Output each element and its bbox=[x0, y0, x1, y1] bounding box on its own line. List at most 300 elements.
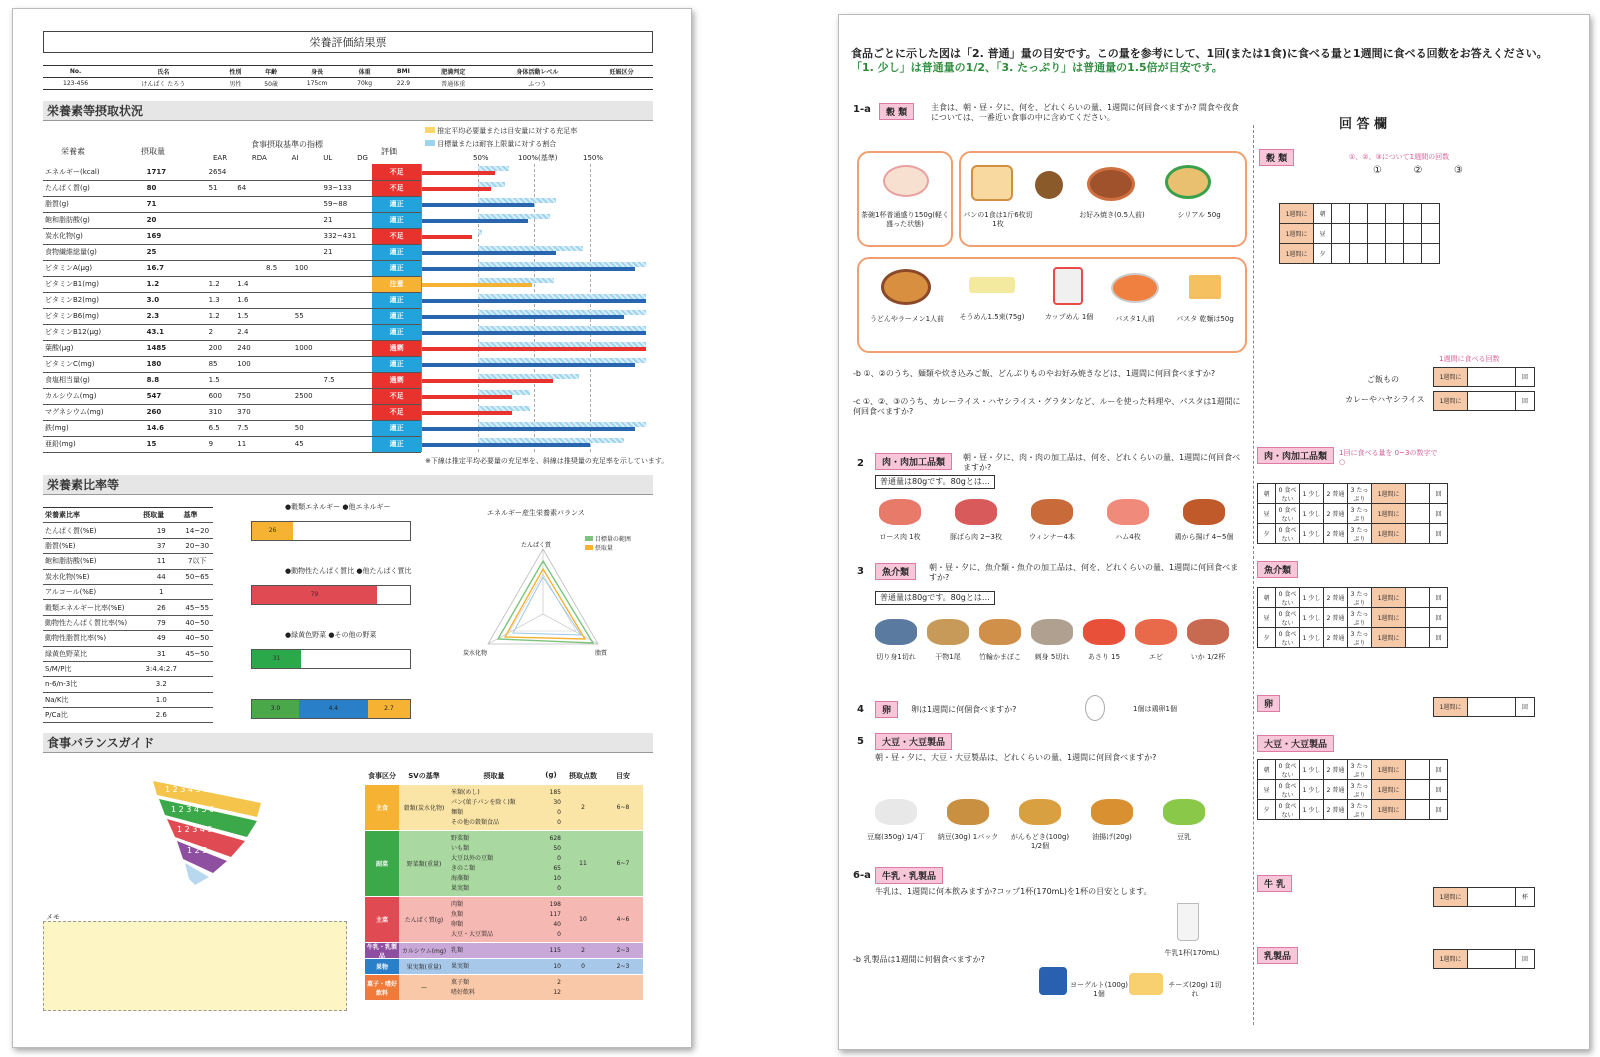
nutrient-ai: 8.5 bbox=[264, 260, 293, 276]
nutrient-ai bbox=[264, 276, 293, 292]
patient-header-9: 妊娠区分 bbox=[590, 66, 653, 78]
col-header-eval: 評価 bbox=[381, 147, 397, 156]
sufficiency-bar bbox=[422, 283, 532, 287]
nutrient-ai bbox=[264, 292, 293, 308]
nutrient-row bbox=[43, 276, 421, 292]
choice-cell[interactable]: 0 食べない bbox=[1276, 504, 1300, 524]
grain-cell[interactable] bbox=[1332, 224, 1350, 244]
week-count-cell[interactable] bbox=[1406, 780, 1430, 800]
nutrient-ul bbox=[293, 228, 322, 244]
food-picture-icon bbox=[1183, 499, 1225, 525]
grain-row bbox=[1280, 244, 1440, 264]
food-caption: 豆乳 bbox=[1177, 833, 1191, 841]
criteria-col-ear: EAR bbox=[213, 154, 228, 162]
choice-cell[interactable]: 3 たっぷり bbox=[1348, 628, 1372, 648]
food-caption: 豆腐(350g) 1/4丁 bbox=[867, 833, 925, 841]
guide-item-grams: 0 bbox=[557, 819, 561, 826]
ans-label-dairy: 乳製品 bbox=[1257, 947, 1298, 964]
choice-cell[interactable]: 1 少し bbox=[1300, 800, 1324, 820]
ratio-header-2: 基準 bbox=[181, 508, 213, 523]
guide-item bbox=[451, 834, 561, 844]
guide-table bbox=[365, 785, 643, 1001]
guide-category: 主菜 bbox=[365, 897, 399, 942]
answer-title: 回 答 欄 bbox=[1339, 117, 1388, 132]
grain-cell[interactable] bbox=[1368, 224, 1386, 244]
choice-cell[interactable]: 3 たっぷり bbox=[1348, 524, 1372, 544]
ratio-row bbox=[43, 600, 213, 615]
guide-points: 0 bbox=[563, 959, 603, 974]
legend-sufficiency bbox=[425, 127, 675, 149]
radar-title: エネルギー産生栄養素バランス bbox=[487, 509, 585, 517]
nutrient-rda: 100 bbox=[235, 356, 264, 372]
q2-standard: 普通量は80gです。80gとは… bbox=[875, 475, 995, 489]
guide-item bbox=[451, 854, 561, 864]
nutrient-eval: 過剰 bbox=[372, 340, 421, 356]
guide-item-grams: 10 bbox=[553, 875, 561, 882]
choice-cell[interactable]: 3 たっぷり bbox=[1348, 760, 1372, 780]
guide-item bbox=[451, 910, 561, 920]
q1-caption-cupnoodle: カップめん 1個 bbox=[1044, 313, 1094, 321]
report-title: 栄養評価結果票 bbox=[43, 31, 653, 53]
nutrient-ul: 45 bbox=[293, 436, 322, 452]
smp-segment: 2.7 bbox=[368, 700, 410, 718]
nutrient-rda: 750 bbox=[235, 388, 264, 404]
choice-cell[interactable]: 1 少し bbox=[1300, 628, 1324, 648]
nutrient-ear: 310 bbox=[207, 404, 236, 420]
meal-label: 夕 bbox=[1314, 244, 1332, 264]
choice-cell[interactable]: 1 少し bbox=[1300, 504, 1324, 524]
nutrient-ear: 1.2 bbox=[207, 276, 236, 292]
guide-sv: 野菜類(重量) bbox=[399, 831, 449, 896]
sufficiency-hatch bbox=[478, 294, 646, 299]
ratio-header-1: 摂取量 bbox=[141, 508, 181, 523]
ratio-row bbox=[43, 708, 213, 723]
nutrient-intake: 16.7 bbox=[145, 260, 207, 276]
ratio-standard bbox=[181, 661, 213, 676]
patient-header-3: 年齢 bbox=[252, 66, 290, 78]
ratio-standard: 45~55 bbox=[181, 600, 213, 615]
nutrient-row bbox=[43, 212, 421, 228]
week-label: 1週間に bbox=[1372, 484, 1406, 504]
grain-cell[interactable] bbox=[1368, 204, 1386, 224]
choice-cell[interactable]: 0 食べない bbox=[1276, 760, 1300, 780]
week-count-cell[interactable] bbox=[1406, 504, 1430, 524]
week-unit: 杯 bbox=[1521, 894, 1528, 901]
week-label: 1週間に bbox=[1372, 800, 1406, 820]
sufficiency-hatch bbox=[478, 326, 646, 331]
radar-label-carb: 炭水化物 bbox=[463, 650, 488, 657]
nutrient-eval: 適正 bbox=[372, 212, 421, 228]
sufficiency-hatch bbox=[478, 230, 482, 235]
ratio-name: n-6/n-3比 bbox=[43, 677, 141, 692]
guide-aim: 6~7 bbox=[603, 831, 643, 896]
nutrient-table bbox=[43, 164, 421, 453]
week-unit: 回 bbox=[1521, 374, 1528, 381]
radar-legend bbox=[585, 535, 631, 553]
week-label: 1週間に bbox=[1372, 504, 1406, 524]
ratio-row bbox=[43, 554, 213, 569]
choice-cell[interactable]: 1 少し bbox=[1300, 760, 1324, 780]
mini-bar-fill: 26 bbox=[252, 522, 293, 540]
guide-aim: 2~3 bbox=[603, 943, 643, 958]
bar-gridline bbox=[590, 164, 591, 452]
guide-category: 主食 bbox=[365, 785, 399, 830]
guide-item bbox=[451, 864, 561, 874]
nutrient-ul bbox=[293, 324, 322, 340]
ratio-value: 3:4.4:2.7 bbox=[141, 661, 181, 676]
food-picture-icon bbox=[1107, 499, 1149, 525]
food-picture-icon bbox=[1163, 799, 1205, 825]
week-label: 1週間に bbox=[1434, 950, 1468, 968]
choice-cell[interactable]: 3 たっぷり bbox=[1348, 608, 1372, 628]
grain-cell[interactable] bbox=[1332, 204, 1350, 224]
grain-cell[interactable] bbox=[1386, 224, 1404, 244]
col-header-criteria: 食事摂取基準の指標 bbox=[251, 140, 323, 149]
week-count-cell[interactable] bbox=[1406, 800, 1430, 820]
guide-item-grams: 0 bbox=[557, 885, 561, 892]
week-count-cell[interactable] bbox=[1468, 368, 1516, 386]
sufficiency-hatch bbox=[478, 342, 646, 347]
smp-bar bbox=[251, 699, 411, 719]
choice-cell[interactable]: 3 たっぷり bbox=[1348, 484, 1372, 504]
q6-caption: 牛乳1杯(170mL) bbox=[1164, 949, 1220, 957]
choice-cell[interactable]: 1 少し bbox=[1300, 780, 1324, 800]
svg-text:1 2 3 4 5 6 7: 1 2 3 4 5 6 7 bbox=[165, 785, 216, 794]
guide-items bbox=[449, 959, 563, 974]
choice-cell[interactable]: 1 少し bbox=[1300, 588, 1324, 608]
grain-cell[interactable] bbox=[1404, 244, 1422, 264]
patient-value-5: 70kg bbox=[344, 78, 385, 90]
ratio-value: 49 bbox=[141, 631, 181, 646]
svg-text:1 2 3 4 5: 1 2 3 4 5 bbox=[177, 825, 213, 834]
sufficiency-bar bbox=[422, 347, 646, 351]
food-picture-icon bbox=[955, 499, 997, 525]
week-count-cell[interactable] bbox=[1468, 392, 1516, 410]
week-count-cell[interactable] bbox=[1406, 628, 1430, 648]
nutrient-eval: 注意 bbox=[372, 276, 421, 292]
food-caption: エビ bbox=[1149, 653, 1163, 661]
guide-header-3: (g) bbox=[545, 771, 557, 779]
ratio-value: 19 bbox=[141, 523, 181, 538]
patient-value-1: けんぱく たろう bbox=[108, 78, 218, 90]
food-caption: 油揚げ(20g) bbox=[1092, 833, 1132, 841]
cup-noodle-icon bbox=[1053, 267, 1083, 305]
grain-cell[interactable] bbox=[1386, 244, 1404, 264]
grain-cell[interactable] bbox=[1404, 204, 1422, 224]
choice-cell[interactable]: 1 少し bbox=[1300, 484, 1324, 504]
axis-150: 150% bbox=[583, 154, 604, 162]
week-count-cell[interactable] bbox=[1406, 608, 1430, 628]
nutrient-dg bbox=[322, 356, 373, 372]
q2-text: 朝・昼・夕に、肉・肉の加工品は、何を、どれくらいの量、1週間に何回食べますか? bbox=[963, 453, 1241, 472]
week-count-cell[interactable] bbox=[1406, 524, 1430, 544]
nutrient-ear: 2654 bbox=[207, 164, 236, 180]
guide-points: 10 bbox=[563, 897, 603, 942]
week-answer-box bbox=[1433, 949, 1535, 969]
choice-cell[interactable]: 2 普通 bbox=[1324, 608, 1348, 628]
nutrient-ear: 600 bbox=[207, 388, 236, 404]
guide-item-grams: 628 bbox=[549, 835, 561, 842]
guide-item-name: 海藻類 bbox=[451, 875, 470, 882]
mini-legend: ●穀類エネルギー ●他エネルギー bbox=[285, 503, 391, 511]
week-unit: 回 bbox=[1521, 704, 1528, 711]
meal-label: 夕 bbox=[1258, 800, 1276, 820]
nutrient-row bbox=[43, 372, 421, 388]
food-picture-icon bbox=[875, 619, 917, 645]
week-count-cell[interactable] bbox=[1406, 760, 1430, 780]
guide-items bbox=[449, 975, 563, 1000]
nutrient-rda bbox=[235, 212, 264, 228]
grain-cell[interactable] bbox=[1404, 224, 1422, 244]
nutrient-row bbox=[43, 308, 421, 324]
grain-col-label: ② bbox=[1413, 165, 1423, 176]
patient-header-4: 身長 bbox=[290, 66, 344, 78]
week-count-cell[interactable] bbox=[1468, 698, 1516, 716]
choice-cell[interactable]: 0 食べない bbox=[1276, 524, 1300, 544]
choice-cell[interactable]: 0 食べない bbox=[1276, 608, 1300, 628]
nutrient-eval: 適正 bbox=[372, 244, 421, 260]
nutrient-rda: 11 bbox=[235, 436, 264, 452]
guide-sv: 穀類(炭水化物) bbox=[399, 785, 449, 830]
meal-label: 昼 bbox=[1314, 224, 1332, 244]
week-count-cell[interactable] bbox=[1468, 888, 1516, 906]
q1b-text: -b ①、②のうち、麺類や炊き込みご飯、どんぶりものやお好み焼きなどは、1週間に何回食べますか? bbox=[853, 369, 1216, 378]
guide-item-grams: 0 bbox=[557, 855, 561, 862]
ans-label-soy: 大豆・大豆製品 bbox=[1257, 735, 1334, 752]
nutrient-ai bbox=[264, 212, 293, 228]
choice-cell[interactable]: 0 食べない bbox=[1276, 628, 1300, 648]
nutrient-intake: 43.1 bbox=[145, 324, 207, 340]
q3-label: 魚介類 bbox=[875, 563, 916, 580]
food-caption: 豚ばら肉 2~3枚 bbox=[950, 533, 1002, 541]
week-answer-box bbox=[1433, 887, 1535, 907]
nutrient-dg bbox=[322, 324, 373, 340]
ratio-name: 飽和脂肪酸(%E) bbox=[43, 554, 141, 569]
grain-cell[interactable] bbox=[1422, 224, 1440, 244]
q5-label: 大豆・大豆製品 bbox=[875, 733, 952, 750]
guide-item bbox=[451, 808, 561, 818]
sufficiency-hatch bbox=[478, 214, 550, 219]
nutrient-rda: 1.6 bbox=[235, 292, 264, 308]
choice-cell[interactable]: 0 食べない bbox=[1276, 484, 1300, 504]
memo-box[interactable] bbox=[43, 913, 347, 1011]
egg-icon bbox=[1085, 695, 1105, 721]
nutrient-ai bbox=[264, 340, 293, 356]
ratio-value: 79 bbox=[141, 615, 181, 630]
nutrient-name: 飽和脂肪酸(g) bbox=[43, 212, 145, 228]
nutrient-dg: 21 bbox=[322, 244, 373, 260]
mini-legend: ●緑黄色野菜 ●その他の野菜 bbox=[285, 631, 377, 639]
guide-row bbox=[365, 975, 643, 1001]
choice-cell[interactable]: 1 少し bbox=[1300, 524, 1324, 544]
grain-cell[interactable] bbox=[1422, 244, 1440, 264]
nutrient-ear: 85 bbox=[207, 356, 236, 372]
week-label: 1週間に bbox=[1280, 224, 1314, 244]
nutrient-ear: 6.5 bbox=[207, 420, 236, 436]
guide-item-name: 肉類 bbox=[451, 901, 464, 908]
q6-yogurt-caption: ヨーグルト(100g) 1個 bbox=[1069, 981, 1129, 998]
nutrient-row bbox=[43, 180, 421, 196]
meal-label: 朝 bbox=[1258, 588, 1276, 608]
grain-cell[interactable] bbox=[1368, 244, 1386, 264]
q1c-text: -c ①、②、③のうち、カレーライス・ハヤシライス・グラタンなど、ルーを使った料理や、パスタは1週間に何回食べますか? bbox=[853, 397, 1241, 416]
food-caption: 竹輪かまぼこ bbox=[979, 653, 1021, 661]
ratio-row bbox=[43, 677, 213, 692]
choice-cell[interactable]: 3 たっぷり bbox=[1348, 588, 1372, 608]
grain-col-label: ③ bbox=[1454, 165, 1463, 176]
legend-sufficiency-2: 目標量または耐容上限量に対する割合 bbox=[437, 140, 557, 148]
week-label: 1週間に bbox=[1372, 780, 1406, 800]
sufficiency-bar bbox=[422, 219, 528, 223]
nutrient-ear: 1.3 bbox=[207, 292, 236, 308]
grain-cell[interactable] bbox=[1386, 204, 1404, 224]
patient-table bbox=[43, 65, 653, 90]
guide-items bbox=[449, 785, 563, 830]
nutrient-ul bbox=[293, 196, 322, 212]
nutrient-dg: 93~133 bbox=[322, 180, 373, 196]
choice-cell[interactable]: 2 普通 bbox=[1324, 524, 1348, 544]
sufficiency-bar bbox=[422, 267, 635, 271]
choice-cell[interactable]: 1 少し bbox=[1300, 608, 1324, 628]
nutrient-eval: 不足 bbox=[372, 180, 421, 196]
guide-header-2: 摂取量 bbox=[483, 772, 505, 780]
ans-label-egg: 卵 bbox=[1257, 695, 1280, 712]
q3-text: 朝・昼・夕に、魚介類・魚介の加工品は、何を、どれくらいの量、1週間に何回食べますか? bbox=[929, 563, 1239, 582]
ratio-row bbox=[43, 646, 213, 661]
week-count-cell[interactable] bbox=[1406, 484, 1430, 504]
choice-cell[interactable]: 2 普通 bbox=[1324, 588, 1348, 608]
nutrient-intake: 1717 bbox=[145, 164, 207, 180]
nutrient-dg bbox=[322, 276, 373, 292]
choice-cell[interactable]: 2 普通 bbox=[1324, 628, 1348, 648]
nutrient-dg bbox=[322, 436, 373, 452]
grain-cell[interactable] bbox=[1350, 204, 1368, 224]
choice-cell[interactable]: 2 普通 bbox=[1324, 760, 1348, 780]
choice-cell[interactable]: 0 食べない bbox=[1276, 800, 1300, 820]
choice-cell[interactable]: 2 普通 bbox=[1324, 484, 1348, 504]
q2-label: 肉・肉加工品類 bbox=[875, 453, 952, 470]
choice-cell[interactable]: 0 食べない bbox=[1276, 780, 1300, 800]
week-count-cell[interactable] bbox=[1406, 588, 1430, 608]
mini-legend: ●動物性たんぱく質比 ●他たんぱく質比 bbox=[285, 567, 412, 575]
nutrition-report-page bbox=[12, 8, 692, 1048]
choice-cell[interactable]: 3 たっぷり bbox=[1348, 780, 1372, 800]
ans-label-milk: 牛 乳 bbox=[1257, 875, 1292, 892]
week-label: 1週間に bbox=[1434, 698, 1468, 716]
q6-num: 6-a bbox=[853, 870, 871, 881]
meat-answer-table bbox=[1257, 483, 1448, 544]
guide-item-name: 大豆・大豆製品 bbox=[451, 931, 494, 938]
food-caption: あさり 15 bbox=[1087, 653, 1121, 661]
q4-caption: 1個は鶏卵1個 bbox=[1133, 705, 1177, 713]
nutrient-ul bbox=[293, 276, 322, 292]
nutrient-rda: 2.4 bbox=[235, 324, 264, 340]
choice-cell[interactable]: 3 たっぷり bbox=[1348, 800, 1372, 820]
q1-caption-bread: パンの1食は1斤6枚切1枚 bbox=[963, 211, 1033, 228]
ratio-name: P/Ca比 bbox=[43, 708, 141, 723]
food-caption: 干物1尾 bbox=[935, 653, 961, 661]
section-balance-guide: 食事バランスガイド bbox=[43, 733, 653, 753]
ratio-name: たんぱく質(%E) bbox=[43, 523, 141, 538]
guide-points: 11 bbox=[563, 831, 603, 896]
grain-cell[interactable] bbox=[1350, 224, 1368, 244]
choice-cell[interactable]: 0 食べない bbox=[1276, 588, 1300, 608]
grain-cell[interactable] bbox=[1422, 204, 1440, 224]
radar-label-fat: 脂質 bbox=[595, 650, 608, 657]
guide-item-grams: 2 bbox=[557, 979, 561, 986]
sufficiency-bar bbox=[422, 251, 556, 255]
nutrient-row bbox=[43, 356, 421, 372]
nutrient-intake: 3.0 bbox=[145, 292, 207, 308]
ratio-name: 緑黄色野菜比 bbox=[43, 646, 141, 661]
guide-points: 2 bbox=[563, 785, 603, 830]
guide-item bbox=[451, 920, 561, 930]
nutrient-rda bbox=[235, 164, 264, 180]
answer-row bbox=[1258, 524, 1448, 544]
ratio-standard: 45~50 bbox=[181, 646, 213, 661]
guide-item bbox=[451, 788, 561, 798]
q1-label: 穀 類 bbox=[879, 103, 914, 120]
nutrient-intake: 14.6 bbox=[145, 420, 207, 436]
week-count-cell[interactable] bbox=[1468, 950, 1516, 968]
nutrient-name: ビタミンB2(mg) bbox=[43, 292, 145, 308]
choice-cell[interactable]: 2 普通 bbox=[1324, 504, 1348, 524]
ans-grain-note: ①、②、③について1週間の回数 bbox=[1349, 153, 1450, 161]
nutrient-ul bbox=[293, 356, 322, 372]
week-unit: 回 bbox=[1521, 956, 1528, 963]
q4-label: 卵 bbox=[875, 701, 898, 718]
ans-meat-note: 1回に食べる量を 0~3の数字で○ bbox=[1339, 449, 1438, 466]
guide-items bbox=[449, 897, 563, 942]
answer-row bbox=[1258, 628, 1448, 648]
guide-item-grams: 117 bbox=[549, 911, 561, 918]
choice-cell[interactable]: 3 たっぷり bbox=[1348, 504, 1372, 524]
week-label: 1週間に bbox=[1372, 608, 1406, 628]
choice-cell[interactable]: 2 普通 bbox=[1324, 780, 1348, 800]
food-caption: 鶏から揚げ 4~5個 bbox=[1174, 533, 1234, 541]
nutrient-row bbox=[43, 260, 421, 276]
svg-text:1 2 3: 1 2 3 bbox=[187, 846, 208, 855]
ratio-name: アルコール(%E) bbox=[43, 584, 141, 599]
grain-cell[interactable] bbox=[1332, 244, 1350, 264]
nutrient-eval: 不足 bbox=[372, 228, 421, 244]
nutrient-ai bbox=[264, 388, 293, 404]
nutrient-row bbox=[43, 164, 421, 180]
food-picture-icon bbox=[1031, 619, 1073, 645]
ratio-standard: 14~20 bbox=[181, 523, 213, 538]
smp-segment: 3.0 bbox=[252, 700, 299, 718]
food-picture-icon bbox=[1091, 799, 1133, 825]
food-picture-icon bbox=[879, 499, 921, 525]
grain-cell[interactable] bbox=[1350, 244, 1368, 264]
fish-answer-table bbox=[1257, 587, 1448, 648]
ratio-row bbox=[43, 631, 213, 646]
guide-header-5: 目安 bbox=[616, 772, 630, 780]
patient-header-6: BMI bbox=[385, 66, 422, 78]
ratio-row bbox=[43, 661, 213, 676]
nutrient-ai bbox=[264, 196, 293, 212]
col-header-intake: 摂取量 bbox=[141, 147, 165, 156]
criteria-col-dg: DG bbox=[357, 154, 368, 162]
nutrient-ai bbox=[264, 180, 293, 196]
ans-label-curry: カレーやハヤシライス bbox=[1345, 395, 1425, 404]
nutrient-eval: 適正 bbox=[372, 420, 421, 436]
nutrient-ai bbox=[264, 324, 293, 340]
choice-cell[interactable]: 2 普通 bbox=[1324, 800, 1348, 820]
guide-item-name: 野菜類 bbox=[451, 835, 470, 842]
q1-caption-ramen: うどんやラーメン1人前 bbox=[869, 315, 945, 323]
nutrient-dg: 59~88 bbox=[322, 196, 373, 212]
